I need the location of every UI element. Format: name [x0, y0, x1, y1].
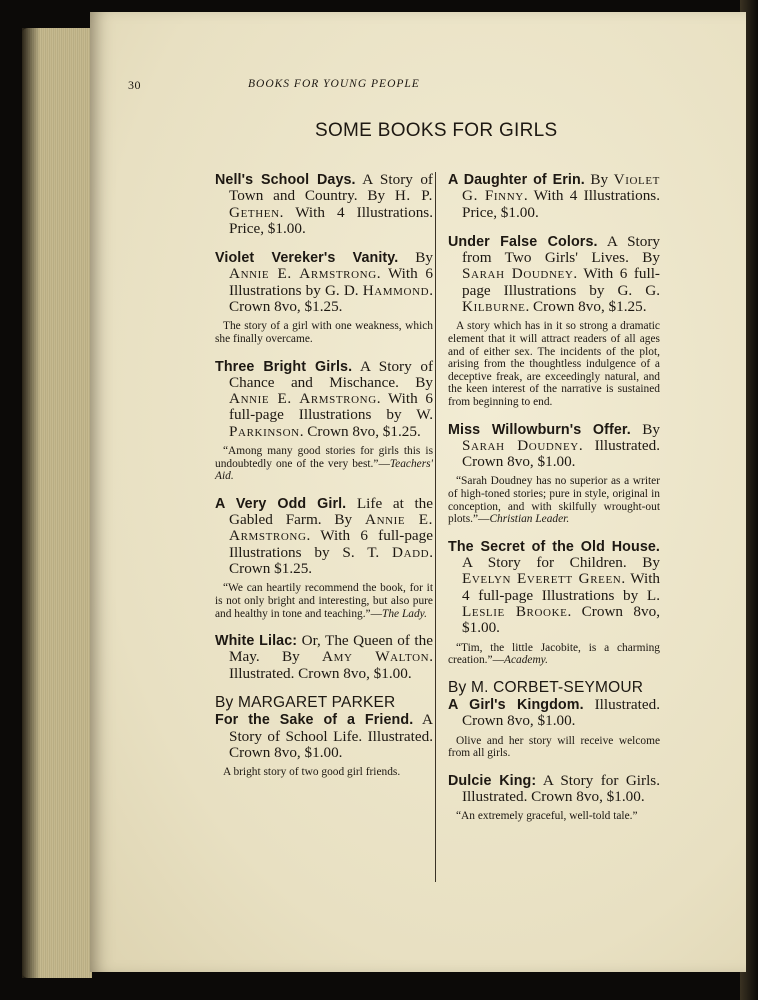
right-column — [448, 172, 660, 836]
left-column — [215, 172, 433, 792]
book-title: Dulcie King: — [448, 772, 537, 789]
book-review: “An extremely graceful, well-told tale.” — [456, 810, 638, 823]
page-number: 30 — [128, 78, 141, 92]
book-entry-dulcie-king: Dulcie King: A Story for Girls. Illustrated. Crown 8vo, $1.00. “An extremely graceful, well-told tale.” — [448, 771, 660, 823]
book-entry-a-daughter-of-erin: A Daughter of Erin. By Violet G. Finny. With 4 Illustrations. Price, $1.00. — [448, 171, 660, 221]
book-entry-for-the-sake-of-a-friend: For the Sake of a Friend. A Story of School Life. Illustrated. Crown 8vo, $1.00. A bright story of two good girl friends. — [215, 711, 433, 779]
author-heading-margaret-parker: By MARGARET PARKER — [215, 693, 396, 711]
book-review: “Sarah Doudney has no superior as a writer of high-toned stories; pure in style, original in conception, and with skilfully wrought-out plots.”—Christian Leader. — [448, 475, 660, 526]
book-title: Three Bright Girls. — [215, 358, 353, 375]
book-entry-violet-verekers-vanity: Violet Vereker's Vanity. By Annie E. Armstrong. With 6 Illustrations by G. D. Hammond. Crown 8vo, $1.25. The story of a girl with one weakness, which she finally overcame. — [215, 249, 433, 345]
running-head — [128, 78, 548, 96]
illustrator-name: Kilburne — [462, 298, 526, 316]
illustrator-name: Leslie Brooke — [462, 602, 568, 620]
column-divider — [435, 172, 436, 882]
book-entry-a-very-odd-girl: A Very Odd Girl. Life at the Gabled Farm. By Annie E. Armstrong. With 6 full-page Illustrations by S. T. Dadd. Crown $1.25. “We can heartily recommend the book, for it is not only bright and interesting, but also pure and healthy in tone and teaching.”—The Lady. — [215, 494, 434, 620]
book-entry-three-bright-girls: Three Bright Girls. A Story of Chance and Mischance. By Annie E. Armstrong. With 6 full-page Illustrations by W. Parkinson. Crown 8vo, $1.25. “Among many good stories for girls this is undoubtedly one of the very best.”—Teachers' Aid. — [215, 357, 433, 483]
book-entry-white-lilac: White Lilac: Or, The Queen of the May. By Amy Walton. Illustrated. Crown 8vo, $1.00. — [215, 632, 433, 682]
book-title: Nell's School Days. — [215, 172, 356, 188]
book-review: Olive and her story will receive welcome from all girls. — [448, 734, 660, 760]
book-review: A story which has in it so strong a dramatic element that it will attract readers of all ages and of either sex. The incidents of the plot, arising from the thoughtless indulgence of a deceptive freak, are exceedingly natural, and the keen interest of the narrative is sustained from beginning to end. — [448, 320, 660, 408]
book-review: “Among many good stories for girls this is undoubtedly one of the very best.”—Teachers' Aid. — [215, 445, 433, 483]
book-title: The Secret of the Old House. — [448, 538, 660, 555]
author-name: Sarah Doudney — [462, 265, 574, 283]
book-title: Miss Willowburn's Offer. — [448, 421, 631, 438]
book-title: White Lilac: — [215, 633, 298, 650]
book-entry-nells-school-days: Nell's School Days. A Story of Town and Country. By H. P. Gethen. With 4 Illustrations. Price, $1.00. — [215, 171, 433, 237]
book-entry-the-secret-of-the-old-house: The Secret of the Old House. A Story for Children. By Evelyn Everett Green. With 4 full-page Illustrations by L. Leslie Brooke. Crown 8vo, $1.00. “Tim, the little Jacobite, is a charming creation.”—Academy. — [448, 538, 661, 667]
book-entry-under-false-colors: Under False Colors. A Story from Two Girls' Lives. By Sarah Doudney. With 6 full-page Illustrations by G. G. Kilburne. Crown 8vo, $1.25. A story which has in it so strong a dramatic element that it will attract readers of all ages and of either sex. The incidents of the plot, arising from the thoughtless indulgence of a deceptive freak, are exceedingly natural, and the keen interest of the narrative is sustained from beginning to end. — [448, 232, 660, 408]
book-entry-miss-willowburns-offer: Miss Willowburn's Offer. By Sarah Doudney. Illustrated. Crown 8vo, $1.00. “Sarah Doudney has no superior as a writer of high-toned stories; pure in style, original in conception, and with skilfully wrought-out plots.”—Christian Leader. — [448, 420, 660, 526]
book-title: Violet Vereker's Vanity. — [215, 250, 399, 267]
book-title: For the Sake of a Friend. — [215, 712, 414, 729]
review-source: The Lady. — [382, 607, 427, 620]
author-name: Annie E. Armstrong — [229, 390, 377, 408]
author-name: H. P. Gethen — [229, 187, 433, 221]
illustrator-name: Parkinson — [229, 422, 300, 440]
book-page-edges — [22, 28, 92, 978]
running-title: BOOKS FOR YOUNG PEOPLE — [248, 78, 420, 90]
illustrator-name: Dadd — [392, 543, 430, 561]
illustrator-name: Hammond — [362, 281, 430, 299]
review-source: Teachers' Aid. — [215, 457, 433, 483]
book-title: A Daughter of Erin. — [448, 172, 585, 188]
book-review: “We can heartily recommend the book, for it is not only bright and interesting, but also pure and healthy in tone and teaching.”—The Lady. — [215, 582, 433, 620]
page-title: SOME BOOKS FOR GIRLS — [315, 120, 558, 141]
author-name: Evelyn Everett Green — [462, 570, 622, 588]
review-source: Academy. — [503, 654, 548, 667]
book-review: A bright story of two good girl friends. — [223, 766, 401, 779]
author-name: Sarah Doudney — [462, 436, 579, 454]
book-review: “Tim, the little Jacobite, is a charming creation.”—Academy. — [448, 641, 660, 667]
book-review: The story of a girl with one weakness, which she finally overcame. — [215, 320, 433, 345]
author-name: Amy Walton — [322, 648, 430, 666]
book-title: Under False Colors. — [448, 233, 598, 250]
review-source: Christian Leader. — [489, 513, 570, 526]
book-entry-a-girls-kingdom: A Girl's Kingdom. Illustrated. Crown 8vo, $1.00. Olive and her story will receive welcome from all girls. — [448, 696, 660, 760]
author-name: Annie E. Armstrong — [229, 265, 377, 283]
book-title: A Very Odd Girl. — [215, 495, 347, 512]
author-heading-corbet-seymour: By M. CORBET-SEYMOUR — [448, 678, 644, 696]
author-name: Annie E. Armstrong — [229, 511, 433, 545]
book-title: A Girl's Kingdom. — [448, 697, 584, 714]
author-name: Violet G. Finny — [462, 171, 660, 205]
